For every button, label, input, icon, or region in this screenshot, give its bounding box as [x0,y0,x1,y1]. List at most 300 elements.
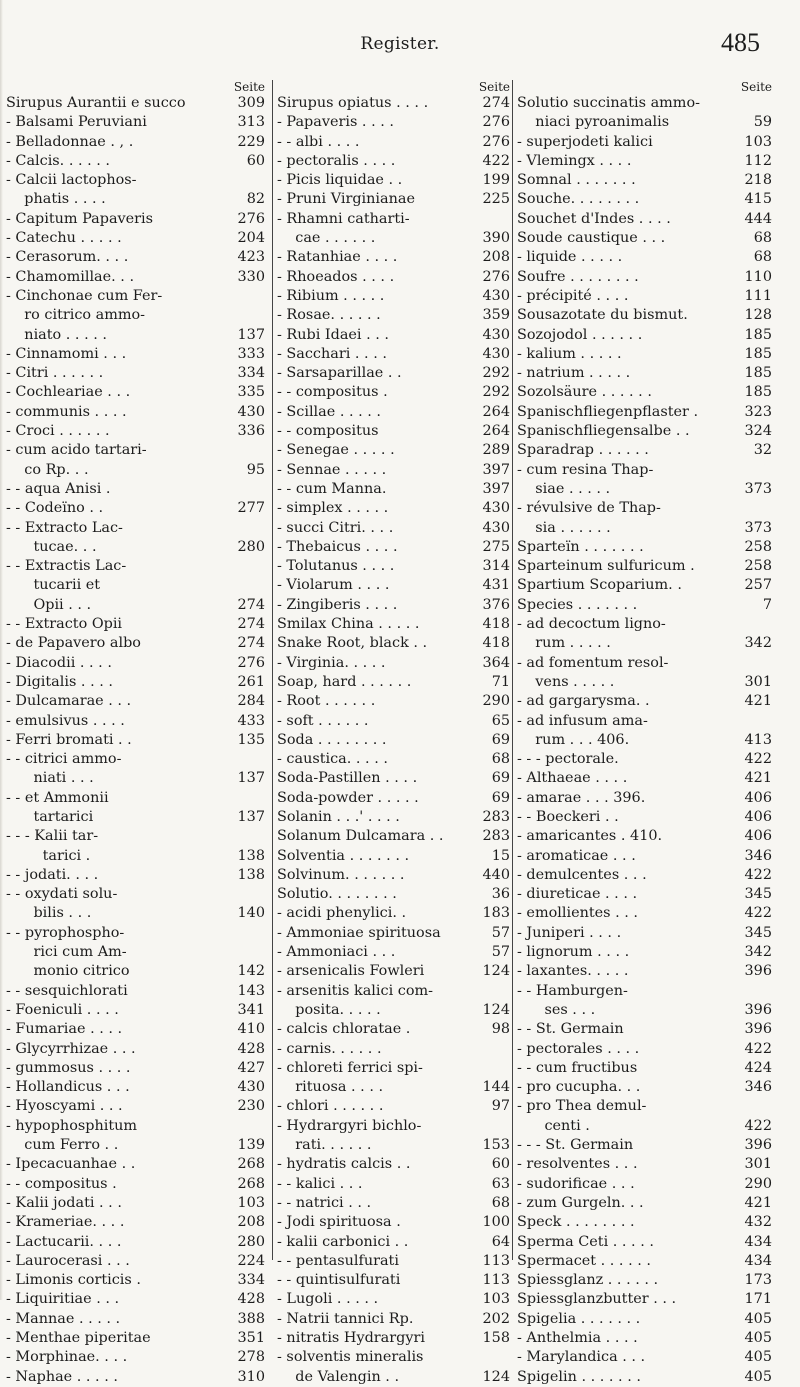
page-title: Register. [360,34,440,54]
entry-page: 351 [237,1330,265,1346]
seite-label: Seite [478,80,510,94]
entry-page: 208 [482,249,510,266]
entry-term: - Chamomillae. . . [6,268,135,285]
entry-term: - pro cucupha. . . [517,1079,641,1096]
entry-term: Sozojodol . . . . . . [517,326,643,343]
entry-page: 224 [237,1252,265,1269]
entry-page: 430 [482,500,510,517]
index-entry [517,1059,775,1078]
index-entry [277,789,513,808]
entry-term: - Ferri bromati . . [6,731,132,748]
entry-page: 274 [237,616,265,633]
index-entry [6,557,268,576]
index-entry [517,1194,775,1213]
entry-term: - révulsive de Thap- [517,500,661,517]
entry-term: - hydratis calcis . . [277,1156,411,1173]
index-entry [277,326,513,345]
entry-page: 428 [237,1040,265,1057]
entry-term: - de Papavero albo [6,635,141,652]
index-entry [517,441,775,460]
entry-page: 139 [237,1137,265,1154]
entry-page: 261 [237,673,265,690]
entry-page: 430 [482,287,510,304]
index-entry [277,210,513,229]
entry-page: 268 [237,1175,265,1192]
index-entry [277,461,513,480]
index-entry [277,268,513,287]
entry-term: Soda . . . . . . . . [277,731,387,748]
index-entry [277,441,513,460]
entry-term: - Jodi spirituosa . [277,1214,401,1231]
entry-term: - Citri . . . . . . [6,365,104,382]
entry-term: - Glycyrrhizae . . . [6,1040,136,1057]
entry-term: - Menthae piperitae [6,1330,151,1346]
index-entry [517,229,775,248]
entry-term: sia . . . . . . [517,519,611,536]
entry-page: 422 [744,1040,772,1057]
entry-page: 128 [744,307,772,324]
index-entry [517,982,775,1001]
seite-label: Seite [233,80,265,94]
index-entry [277,383,513,402]
entry-term: ses . . . [517,1001,596,1018]
seite-label: Seite [740,80,772,94]
index-entry [277,403,513,422]
index-entry [277,885,513,904]
entry-term: - Liquiritiae . . . [6,1291,120,1308]
entry-term: - Croci . . . . . . [6,423,110,440]
entry-page: 396 [744,1001,772,1018]
index-entry [517,364,775,383]
index-entry [517,1271,775,1290]
entry-term: Soufre . . . . . . . . [517,268,639,285]
index-entry [6,403,268,422]
entry-term: - - Codeïno . . [6,500,104,517]
index-entry [517,808,775,827]
index-entry [277,847,513,866]
index-entry [517,1136,775,1155]
entry-page: 153 [482,1137,510,1154]
entry-term: - - Hamburgen- [517,982,628,999]
entry-term: Souchet d'Indes . . . . [517,210,671,227]
entry-page: 71 [491,673,510,690]
entry-page: 68 [753,230,772,247]
entry-page: 406 [744,808,772,825]
entry-term: - - Extracto Opii [6,616,123,633]
index-entry [6,1290,268,1309]
entry-page: 103 [237,1194,265,1211]
entry-page: 257 [744,577,772,594]
index-entry [277,1097,513,1116]
entry-term: - - - Kalii tar- [6,828,99,845]
entry-page: 422 [744,905,772,922]
index-column-3 [512,80,775,1385]
index-entry [6,1117,268,1136]
entry-term: - - compositus . [6,1175,117,1192]
entry-term: - Lugoli . . . . . [277,1291,379,1308]
index-entry [277,982,513,1001]
entry-term: rum . . . 406. [517,731,630,748]
entry-term: Somnal . . . . . . . [517,172,636,189]
entry-term: monio citrico [6,963,130,980]
index-entry [517,1040,775,1059]
index-entry [517,383,775,402]
index-entry [6,1136,268,1155]
entry-term: - aromaticae . . . [517,847,636,864]
index-entry [517,731,775,750]
index-entry [277,1136,513,1155]
entry-term: - lignorum . . . . [517,944,630,961]
entry-term: - laxantes. . . . . [517,963,629,980]
entry-term: - précipité . . . . [517,287,629,304]
entry-term: Soude caustique . . . [517,230,666,247]
index-entry [517,712,775,731]
entry-term: - Rosae. . . . . . [277,307,381,324]
index-entry [6,654,268,673]
entry-page: 142 [237,963,265,980]
entry-term: Sirupus Aurantii e succo [6,95,186,111]
entry-term: Sirupus opiatus . . . . [277,95,429,111]
index-entry [277,1059,513,1078]
entry-term: tartarici [6,808,94,825]
entry-page: 111 [744,287,772,304]
index-entry [517,1117,775,1136]
entry-term: ro citrico ammo- [6,307,146,324]
index-entry [6,866,268,885]
index-entry [6,904,268,923]
entry-page: 405 [744,1349,772,1366]
index-entry [517,480,775,499]
index-entry [277,731,513,750]
entry-page: 204 [237,230,265,247]
index-entry [277,1213,513,1232]
entry-page: 36 [491,886,510,903]
entry-page: 185 [744,345,772,362]
entry-term: - Hollandicus . . . [6,1079,130,1096]
index-entry [6,1252,268,1271]
index-entry [277,171,513,190]
entry-page: 65 [491,712,510,729]
index-entry [277,943,513,962]
entry-page: 421 [744,770,772,787]
entry-term: - Catechu . . . . . [6,230,122,247]
index-entry [277,364,513,383]
index-entry [6,885,268,904]
index-entry [277,1020,513,1039]
entry-term: rituosa . . . . [277,1079,384,1096]
entry-term: - Sacchari . . . . [277,345,387,362]
index-entry [517,461,775,480]
entry-page: 359 [482,307,510,324]
entry-page: 185 [744,365,772,382]
index-entry [6,827,268,846]
entry-page: 280 [237,538,265,555]
entry-term: co Rp. . . [6,461,89,478]
index-entry [517,1155,775,1174]
entry-page: 397 [482,480,510,497]
entry-page: 284 [237,693,265,710]
entry-page: 283 [482,828,510,845]
index-entry [6,538,268,557]
index-entry [6,731,268,750]
entry-term: Species . . . . . . . [517,596,638,613]
entry-page: 199 [482,172,510,189]
entry-page: 421 [744,693,772,710]
entry-term: - cum acido tartari- [6,442,147,459]
index-entry [6,306,268,325]
index-entry [277,769,513,788]
entry-page: 264 [482,403,510,420]
index-entry [277,1233,513,1252]
index-entry [6,480,268,499]
index-entry [277,1117,513,1136]
index-entry [6,499,268,518]
entry-term: - chlori . . . . . . [277,1098,384,1115]
index-entry [277,712,513,731]
entry-page: 258 [744,538,772,555]
entry-page: 274 [237,596,265,613]
entry-page: 144 [482,1079,510,1096]
entry-term: Soap, hard . . . . . . [277,673,412,690]
entry-page: 290 [744,1175,772,1192]
entry-term: - ad infusum ama- [517,712,648,729]
entry-term: Opii . . . [6,596,92,613]
index-entry [6,152,268,171]
entry-page: 440 [482,866,510,883]
index-entry [6,808,268,827]
entry-term: - Pruni Virginianae [277,191,415,208]
index-entry [277,576,513,595]
entry-page: 124 [482,1001,510,1018]
entry-page: 60 [491,1156,510,1173]
entry-page: 342 [744,635,772,652]
entry-page: 434 [744,1233,772,1250]
entry-term: Sperma Ceti . . . . . [517,1233,654,1250]
entry-page: 418 [482,635,510,652]
entry-term: - - pyrophospho- [6,924,125,941]
entry-term: Solanum Dulcamara . . [277,828,444,845]
entry-term: rati. . . . . . [277,1137,372,1154]
entry-term: - Digitalis . . . . [6,673,113,690]
entry-page: 346 [744,1079,772,1096]
entry-term: - natrium . . . . . [517,365,631,382]
entry-term: - cum resina Thap- [517,461,654,478]
entry-term: - Ribium . . . . . [277,287,385,304]
entry-term: - - compositus . [277,384,388,401]
entry-term: Snake Root, black . . [277,635,428,652]
entry-page: 276 [482,133,510,150]
index-entry [6,1213,268,1232]
entry-term: - chloreti ferrici spi- [277,1059,423,1076]
index-entry [6,248,268,267]
page-header [0,0,800,70]
entry-page: 138 [237,866,265,883]
entry-page: 113 [482,1252,510,1269]
index-entry [277,596,513,615]
entry-term: - Natrii tannici Rp. [277,1310,414,1327]
index-entry [517,750,775,769]
entry-term: - Papaveris . . . . [277,114,394,131]
index-entry [277,422,513,441]
index-entry [6,1078,268,1097]
entry-page: 388 [237,1310,265,1327]
index-entry [517,171,775,190]
entry-term: - Rhamni catharti- [277,210,410,227]
entry-term: siae . . . . . [517,480,611,497]
index-entry [517,1290,775,1309]
entry-page: 292 [482,384,510,401]
index-entry [277,808,513,827]
entry-term: - arsenitis kalici com- [277,982,433,999]
index-entry [6,789,268,808]
entry-page: 424 [744,1059,772,1076]
index-entry [517,94,775,113]
entry-term: niato . . . . . [6,326,107,343]
entry-term: - - citrici ammo- [6,751,122,768]
index-entry [277,962,513,981]
entry-page: 140 [237,905,265,922]
index-entry [517,866,775,885]
index-entry [517,557,775,576]
entry-term: - - sesquichlorati [6,982,128,999]
entry-page: 185 [744,384,772,401]
entry-term: - Foeniculi . . . . [6,1001,119,1018]
entry-page: 95 [246,461,265,478]
index-entry [6,673,268,692]
entry-page: 431 [482,577,510,594]
index-entry [6,210,268,229]
index-entry [517,499,775,518]
entry-term: - Dulcamarae . . . [6,693,132,710]
entry-term: - - cum Manna. [277,480,387,497]
entry-term: - - Extractis Lac- [6,558,127,575]
entry-term: - Kalii jodati . . . [6,1194,122,1211]
entry-term: - Virginia. . . . . [277,654,386,671]
entry-page: 430 [237,1079,265,1096]
entry-term: - Scillae . . . . . [277,403,382,420]
entry-page: 418 [482,616,510,633]
index-entry [517,943,775,962]
index-entry [277,827,513,846]
entry-term: Solutio. . . . . . . . [277,886,397,903]
index-entry [517,519,775,538]
index-entry [277,557,513,576]
index-entry [517,673,775,692]
index-entry [6,133,268,152]
index-entry [6,1233,268,1252]
entry-term: centi . [517,1117,590,1134]
entry-page: 275 [482,538,510,555]
entry-term: niaci pyroanimalis [517,114,670,131]
index-entry [277,634,513,653]
entry-term: - amaricantes . 410. [517,828,663,845]
entry-page: 397 [482,461,510,478]
index-entry [517,1329,775,1348]
entry-term: - Cerasorum. . . . [6,249,129,266]
index-entry [277,94,513,113]
scan-edge [0,0,3,1300]
entry-page: 290 [482,693,510,710]
entry-term: - Thebaicus . . . . [277,538,398,555]
index-entry [517,634,775,653]
index-entry [6,287,268,306]
index-entry [517,1233,775,1252]
entry-term: - Krameriae. . . . [6,1214,125,1231]
index-entry [517,268,775,287]
entry-term: - - natrici . . . [277,1194,372,1211]
entry-term: Smilax China . . . . . [277,616,420,633]
index-entry [277,1252,513,1271]
entry-page: 301 [744,1156,772,1173]
entry-page: 276 [237,210,265,227]
entry-term: - Belladonnae . , . [6,133,134,150]
entry-term: Spanischfliegensalbe . . [517,423,690,440]
entry-term: Spigelin . . . . . . . [517,1368,641,1385]
entry-term: - Violarum . . . . [277,577,390,594]
index-entry [277,1001,513,1020]
entry-page: 373 [744,480,772,497]
entry-term: Spigelia . . . . . . . [517,1310,641,1327]
index-entry [517,924,775,943]
entry-term: - superjodeti kalici [517,133,653,150]
entry-page: 280 [237,1233,265,1250]
entry-page: 258 [744,558,772,575]
entry-page: 422 [482,152,510,169]
entry-page: 428 [237,1291,265,1308]
entry-page: 57 [491,924,510,941]
index-entry [6,692,268,711]
entry-page: 376 [482,596,510,613]
entry-page: 68 [491,1194,510,1211]
entry-term: - kalii carbonici . . [277,1233,409,1250]
entry-page: 341 [237,1001,265,1018]
entry-page: 396 [744,1021,772,1038]
entry-term: - simplex . . . . . [277,500,389,517]
index-entry [277,248,513,267]
entry-term: - - St. Germain [517,1021,624,1038]
index-entry [277,692,513,711]
entry-page: 278 [237,1349,265,1366]
index-entry [6,634,268,653]
index-entry [517,306,775,325]
entry-term: Sparadrap . . . . . . [517,442,649,459]
entry-page: 274 [237,635,265,652]
entry-term: - Capitum Papaveris [6,210,154,227]
index-entry [6,364,268,383]
entry-term: vens . . . . . [517,673,615,690]
entry-page: 60 [246,152,265,169]
index-entry [6,94,268,113]
entry-page: 310 [237,1368,265,1385]
entry-page: 112 [744,152,772,169]
entry-term: niati . . . [6,770,94,787]
entry-page: 98 [491,1021,510,1038]
entry-term: - Ammoniaci . . . [277,944,396,961]
index-entry [6,1040,268,1059]
entry-term: Solvinum. . . . . . . [277,866,405,883]
entry-page: 137 [237,808,265,825]
entry-page: 396 [744,963,772,980]
entry-term: - Ipecacuanhae . . [6,1156,136,1173]
index-entry [517,326,775,345]
entry-term: - Diacodii . . . . [6,654,112,671]
index-entry [277,1155,513,1174]
entry-term: - pro Thea demul- [517,1098,647,1115]
entry-page: 289 [482,442,510,459]
entry-term: - - kalici . . . [277,1175,363,1192]
entry-page: 345 [744,886,772,903]
index-entry [517,1097,775,1116]
